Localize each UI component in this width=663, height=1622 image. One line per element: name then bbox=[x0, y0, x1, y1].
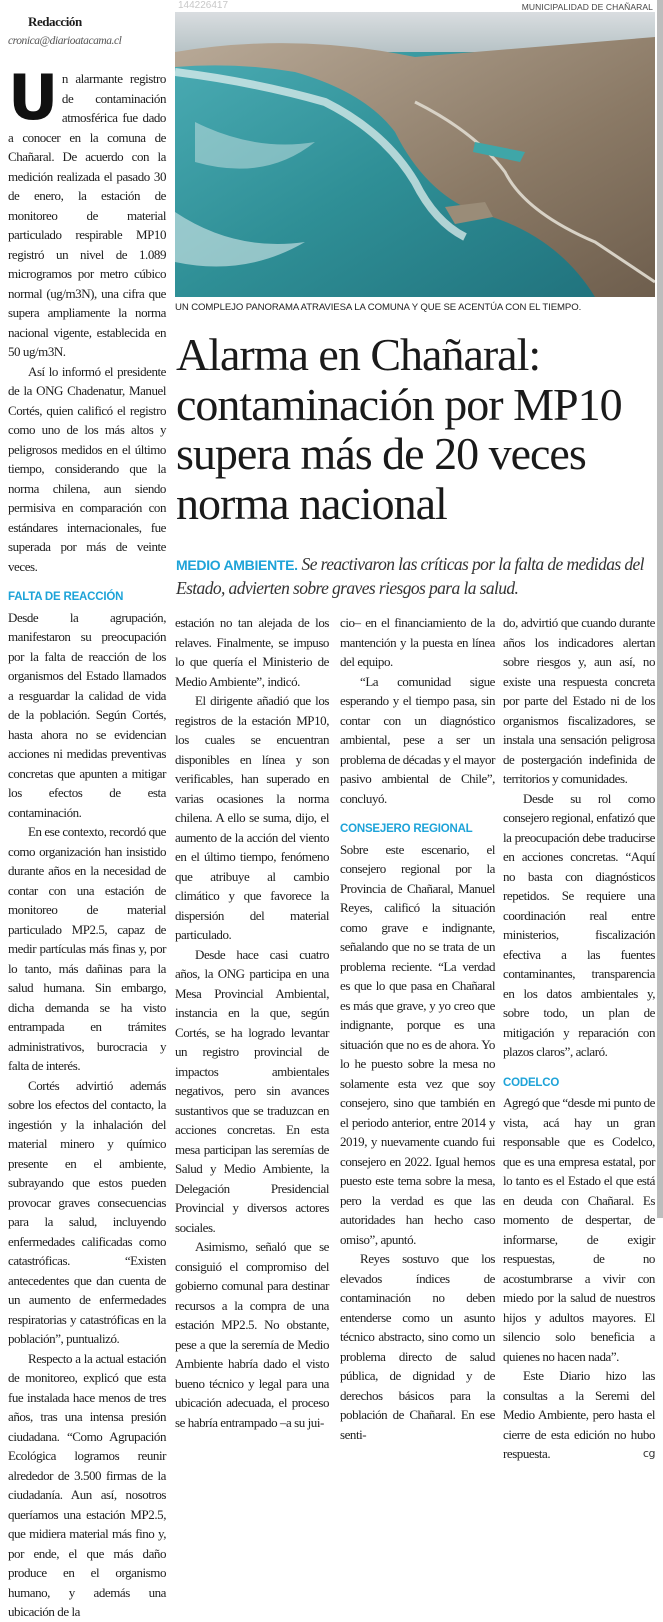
subheading-codelco: CODELCO bbox=[503, 1076, 560, 1089]
paragraph: Desde la agrupación, manifestaron su preocupación por la falta de reacción de los organismos del Estado llamados a resguardar la calidad de vida de la población. Según Cortés, hasta ahora no se evidencian acciones ni medidas preventivas concretas que apunten a mitigar los efectos de esta contaminación. bbox=[8, 609, 166, 820]
article-column-3 bbox=[340, 613, 495, 1444]
article-column-1 bbox=[8, 12, 166, 1622]
end-mark-icon: cg bbox=[642, 1447, 655, 1460]
paragraph: El dirigente añadió que los registros de la estación MP10, los cuales se encuentran disponibles en línea y son verificables, han superado en varias ocasiones la norma chilena. A ello se suma, dijo, el aumento de la acción del viento en el último tiempo, fenómeno que atribuye al cambio climático y que favorece la dispersión del material particulado. bbox=[175, 693, 329, 942]
paragraph-text: n alarmante registro de contaminación atmosférica fue dado a conocer en la comuna de Chañaral. De acuerdo con la medición realizada el pasado 30 de enero, la estación de monitoreo de material particulado respirable MP10 registró un nivel de 1.089 microgramos por metro cúbico normal (ug/m3N), una cifra que supera ampliamente la norma nacional vigente, establecida en 50 ug/m3N. bbox=[8, 71, 166, 359]
paragraph: Asimismo, señaló que se consiguió el compromiso del gobierno comunal para destinar recursos a la compra de una estación MP2.5. No obstante, pese a que la seremía de Medio Ambiente habría dado el visto bueno técnico y legal para una ubicación adecuada, el proceso se habría entrampado –a su jui- bbox=[175, 1239, 329, 1430]
article-column-2 bbox=[175, 613, 329, 1432]
byline: Redacción bbox=[28, 14, 82, 29]
paragraph: Respecto a la actual estación de monitoreo, explicó que esta fue instalada hace menos de tres años, tras una intensa presión ciudadana. “Como Agrupación Ecológica logramos reunir alrededor de 3.500 firmas de la ciudadanía. Aun así, nosotros queríamos una estación MP2.5, que midiera material más fino y, por ende, el que más daño produce en el organismo humano, y además una ubicación de la bbox=[8, 1350, 166, 1619]
article-column-4 bbox=[503, 613, 655, 1464]
section-label: MUNICIPALIDAD DE CHAÑARAL bbox=[521, 2, 653, 12]
headline: Alarma en Chañaral: contaminación por MP10 supera más de 20 veces norma nacional bbox=[176, 329, 622, 529]
deck-kicker: MEDIO AMBIENTE. bbox=[176, 557, 298, 573]
subheading-falta-de-reaccion: FALTA DE REACCIÓN bbox=[8, 591, 124, 603]
photo-caption: UN COMPLEJO PANORAMA ATRAVIESA LA COMUNA Y QUE SE ACENTÚA CON EL TIEMPO. bbox=[175, 302, 582, 313]
paragraph: Así lo informó el presidente de la ONG Chadenatur, Manuel Cortés, quien calificó el registro como uno de los más altos y peligrosos medidos en el último tiempo, considerando que la norma chilena, aun siendo permisiva en comparación con estándares internacionales, fue superada por más de veinte veces. bbox=[8, 363, 166, 574]
paragraph: Sobre este escenario, el consejero regional por la Provincia de Chañaral, Manuel Reyes, calificó la situación como grave e indignante, señalando que no se trata de un problema reciente. “La verdad es que lo que pasa en Chañaral es más que grave, y yo creo que indignante, porque es una situación que no es de ahora. Yo lo he puesto sobre la mesa no solamente esta vez que soy consejero, sino que también en el periodo anterior, entre 2014 y 2019, y nuevamente cuando fui consejero en 2022. Igual hemos puesto este tema sobre la mesa, pero la verdad es que las autoridades han hecho caso omiso”, apuntó. bbox=[340, 841, 495, 1247]
coastline-aerial-photo bbox=[175, 12, 655, 297]
paragraph: Reyes sostuvo que los elevados índices de contaminación no deben entenderse como un asunto técnico abstracto, sino como un problema directo de salud pública, de dignidad y de derechos básicos para la población de Chañaral. En ese senti- bbox=[340, 1251, 495, 1442]
paragraph-text: Este Diario hizo las consultas a la Seremi del Medio Ambiente, pero hasta el cierre de esta edición no hubo respuesta. bbox=[503, 1368, 655, 1461]
paragraph: estación no tan alejada de los relaves. Finalmente, se impuso lo que quería el Ministerio de Medio Ambiente”, indicó. bbox=[175, 615, 329, 689]
paragraph bbox=[8, 61, 166, 362]
paragraph: Cortés advirtió además sobre los efectos del contacto, la ingestión y la inhalación del material minero y químico presente en el ambiente, subrayando que estos pueden provocar graves consecuencias para la salud, incluyendo enfermedades calificadas como catastróficas. “Existen antecedentes que dan cuenta de un aumento de enfermedades respiratorias y catastróficas en la población”, puntualizó. bbox=[8, 1077, 166, 1346]
deck-text: Se reactivaron las críticas por la falta de medidas del Estado, advierten sobre graves riesgos para la salud. bbox=[176, 554, 644, 598]
subheading-consejero-regional: CONSEJERO REGIONAL bbox=[340, 823, 473, 835]
watermark: 144226417 bbox=[178, 0, 229, 11]
paragraph: do, advirtió que cuando durante años los indicadores alertan sobre riesgos y, aun así, no existe una respuesta concreta por parte del Estado ni de los organismos fiscalizadores, se instala una sensación peligrosa de postergación indefinida de territorios y comunidades. bbox=[503, 615, 655, 786]
paragraph: Agregó que “desde mi punto de vista, acá hay un gran responsable que es Codelco, que es una empresa estatal, por lo tanto es el Estado el que está en deuda con Chañaral. Es momento de despertar, de informarse, de exigir respuestas, de no acostumbrarse a vivir con miedo por la salud de nuestros hijos y adultos mayores. El silencio solo beneficia a quienes no hacen nada”. bbox=[503, 1095, 655, 1364]
drop-cap: U bbox=[8, 61, 58, 134]
paragraph bbox=[503, 1366, 655, 1464]
deck bbox=[176, 553, 656, 600]
paragraph: Desde hace casi cuatro años, la ONG participa en una Mesa Provincial Ambiental, instancia en la que, según Cortés, se ha logrado levantar un registro provincial de impactos ambientales negativos, pero sin avances sustantivos que se traduzcan en acciones concretas. En esta mesa participan las seremías de Salud y Medio Ambiente, la Delegación Presidencial Provincial y diversos actores sociales. bbox=[175, 946, 329, 1235]
paragraph: “La comunidad sigue esperando y el tiempo pasa, sin contar con un diagnóstico ambiental, pese a ser un problema de décadas y el mayor pasivo ambiental de Chile”, concluyó. bbox=[340, 673, 495, 806]
author-email[interactable]: cronica@diarioatacama.cl bbox=[8, 34, 122, 47]
paragraph: En ese contexto, recordó que como organización han insistido durante años en la necesidad de contar con una estación de monitoreo de material particulado MP2.5, capaz de medir partículas más finas y, por lo tanto, más dañinas para la salud humana. Sin embargo, dicha demanda se ha visto entrampada en trámites administrativos, burocracia y falta de interés. bbox=[8, 824, 166, 1073]
page-edge bbox=[657, 0, 663, 1218]
paragraph: cio– en el financiamiento de la mantención y la puesta en línea del equipo. bbox=[340, 615, 495, 669]
paragraph: Desde su rol como consejero regional, enfatizó que la preocupación debe traducirse en acciones concretas. “Aquí no basta con diagnósticos repetidos. Se requiere una coordinación real entre ministerios, fiscalización efectiva a las fuentes contaminantes, transparencia en los datos ambientales y, sobre todo, un plan de mitigación y reparación con plazos claros”, aclaró. bbox=[503, 790, 655, 1059]
